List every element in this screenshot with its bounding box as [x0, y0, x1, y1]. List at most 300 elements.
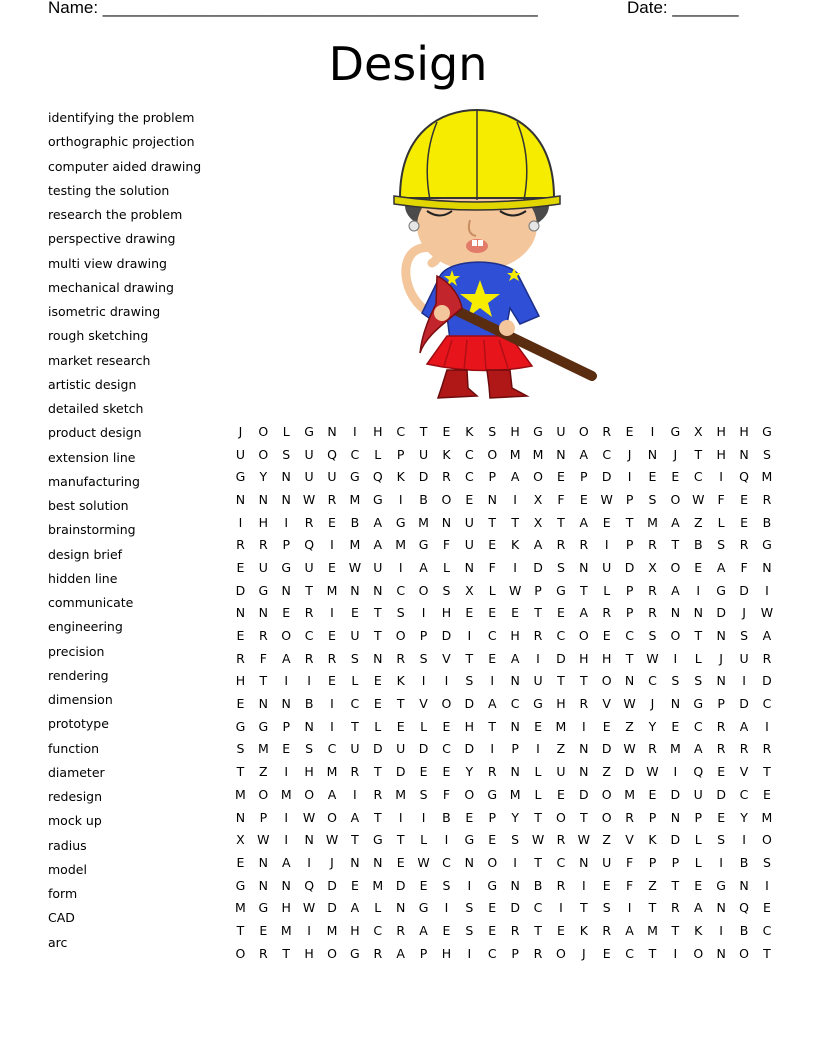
grid-letter: B [739, 854, 749, 870]
grid-letter: P [419, 945, 428, 961]
grid-letter: I [421, 605, 426, 621]
grid-letter: N [510, 718, 520, 734]
word-list-item: extension line [48, 449, 136, 465]
word-list-item: CAD [48, 910, 75, 926]
grid-letter: D [670, 786, 681, 802]
grid-letter: M [761, 469, 773, 485]
grid-letter: A [716, 559, 726, 575]
grid-letter: V [419, 696, 428, 712]
grid-letter: N [235, 809, 246, 825]
word-list-item: identifying the problem [48, 110, 195, 125]
grid-letter: P [648, 809, 657, 825]
grid-letter: O [693, 945, 704, 961]
grid-letter: W [600, 491, 613, 507]
grid-letter: E [556, 469, 565, 485]
grid-letter: I [467, 628, 472, 644]
grid-letter: T [625, 514, 634, 530]
grid-letter: T [557, 673, 565, 689]
grid-letter: E [419, 764, 428, 780]
grid-letter: Z [259, 764, 268, 780]
grid-row [229, 488, 778, 511]
grid-letter: A [693, 900, 703, 916]
grid-letter: P [694, 809, 703, 825]
grid-letter: B [442, 809, 451, 825]
grid-letter: N [373, 650, 383, 666]
grid-letter: D [395, 764, 406, 780]
grid-letter: T [465, 650, 474, 666]
grid-letter: A [487, 696, 497, 712]
grid-letter: O [578, 423, 589, 439]
grid-letter: N [258, 491, 269, 507]
grid-letter: W [577, 832, 590, 848]
grid-letter: S [717, 537, 726, 553]
word-list-item: precision [48, 643, 105, 659]
grid-letter: I [238, 514, 243, 530]
grid-letter: T [579, 809, 588, 825]
grid-letter: S [602, 900, 611, 916]
grid-letter: N [487, 491, 497, 507]
grid-letter: E [694, 559, 703, 575]
grid-letter: W [302, 900, 316, 916]
grid-letter: E [236, 628, 245, 644]
grid-letter: G [693, 696, 704, 712]
grid-letter: O [601, 809, 612, 825]
grid-letter: H [716, 423, 726, 439]
grid-letter: S [671, 673, 680, 689]
grid-letter: C [304, 628, 314, 644]
grid-letter: I [490, 673, 495, 689]
grid-letter: H [441, 605, 452, 621]
grid-letter: P [671, 854, 680, 870]
grid-letter: H [304, 945, 314, 961]
grid-row [229, 420, 778, 443]
grid-letter: E [350, 605, 359, 621]
grid-letter: R [762, 741, 772, 757]
grid-letter: D [441, 628, 452, 644]
grid-letter: K [579, 922, 588, 938]
grid-letter: E [236, 854, 245, 870]
grid-letter: E [442, 922, 451, 938]
grid-letter: L [374, 446, 382, 462]
grid-letter: I [719, 854, 723, 870]
grid-letter: W [623, 741, 636, 757]
grid-letter: N [579, 741, 589, 757]
grid-letter: R [671, 900, 680, 916]
grid-letter: T [373, 764, 382, 780]
grid-letter: F [259, 650, 267, 666]
grid-letter: H [373, 423, 383, 439]
word-list-item: brainstorming [48, 522, 136, 538]
grid-letter: P [488, 469, 497, 485]
grid-letter: R [510, 922, 520, 938]
grid-letter: W [348, 559, 362, 575]
grid-letter: I [742, 832, 746, 848]
grid-letter: M [257, 741, 269, 757]
grid-letter: Y [259, 469, 268, 485]
grid-letter: N [304, 718, 314, 734]
grid-letter: X [533, 514, 543, 530]
grid-letter: C [739, 786, 749, 802]
grid-letter: M [326, 922, 338, 938]
word-list-item: diameter [48, 764, 105, 780]
grid-letter: B [419, 491, 428, 507]
grid-letter: I [673, 945, 678, 961]
grid-letter: G [762, 537, 772, 553]
grid-letter: A [739, 718, 749, 734]
grid-letter: E [556, 922, 565, 938]
grid-row [229, 760, 778, 783]
grid-letter: E [373, 673, 382, 689]
grid-letter: G [258, 900, 269, 916]
grid-letter: O [441, 696, 452, 712]
grid-letter: C [556, 854, 566, 870]
grid-letter: I [742, 673, 746, 689]
grid-letter: E [236, 559, 245, 575]
grid-letter: M [280, 922, 292, 938]
grid-letter: J [627, 446, 632, 462]
grid-letter: N [716, 628, 726, 644]
grid-letter: H [739, 423, 749, 439]
grid-letter: A [373, 537, 383, 553]
grid-letter: J [581, 945, 586, 961]
grid-letter: C [510, 696, 520, 712]
grid-letter: I [444, 832, 449, 848]
word-list-item: function [48, 740, 100, 756]
grid-letter: T [282, 945, 291, 961]
grid-letter: I [330, 605, 334, 621]
word-list-item: artistic design [48, 376, 137, 392]
grid-letter: I [765, 877, 769, 893]
grid-letter: T [236, 764, 245, 780]
grid-letter: H [304, 764, 314, 780]
grid-letter: N [762, 559, 772, 575]
grid-letter: T [534, 809, 542, 825]
grid-letter: H [464, 718, 475, 734]
grid-letter: R [648, 741, 657, 757]
grid-letter: S [465, 673, 474, 689]
grid-letter: M [624, 786, 635, 802]
grid-letter: N [670, 605, 681, 621]
grid-letter: A [510, 650, 520, 666]
grid-letter: O [670, 491, 681, 507]
grid-letter: C [487, 628, 497, 644]
grid-letter: G [533, 423, 543, 439]
grid-letter: C [327, 741, 337, 757]
grid-letter: O [327, 945, 337, 961]
grid-letter: M [395, 786, 407, 802]
grid-letter: N [235, 491, 246, 507]
grid-letter: I [284, 809, 289, 825]
grid-letter: B [693, 537, 703, 553]
grid-letter: U [304, 446, 314, 462]
grid-letter: G [258, 718, 269, 734]
grid-letter: J [330, 854, 334, 870]
grid-letter: H [556, 696, 566, 712]
grid-letter: M [349, 537, 361, 553]
grid-letter: Z [556, 741, 566, 757]
grid-letter: T [534, 854, 542, 870]
grid-letter: C [350, 446, 360, 462]
grid-letter: D [372, 741, 383, 757]
grid-letter: L [488, 582, 496, 598]
grid-letter: A [579, 446, 589, 462]
grid-letter: N [556, 446, 566, 462]
word-list-item: communicate [48, 595, 134, 610]
grid-letter: E [442, 718, 451, 734]
grid-row [229, 715, 778, 738]
grid-letter: N [327, 423, 337, 439]
grid-letter: U [373, 559, 383, 575]
grid-letter: G [235, 469, 246, 485]
grid-letter: S [282, 446, 291, 462]
grid-letter: A [327, 786, 337, 802]
word-list-item: perspective drawing [48, 231, 176, 247]
date-field-label: Date: _______ [627, 0, 739, 17]
grid-letter: I [307, 922, 311, 938]
grid-letter: I [467, 877, 472, 893]
grid-letter: U [418, 446, 429, 462]
grid-letter: R [373, 945, 383, 961]
grid-letter: W [508, 582, 522, 598]
grid-letter: P [625, 537, 634, 553]
grid-letter: D [395, 877, 406, 893]
grid-letter: E [465, 809, 474, 825]
grid-letter: I [444, 673, 449, 689]
grid-row [229, 670, 778, 693]
grid-letter: O [464, 786, 475, 802]
grid-letter: O [327, 809, 337, 825]
grid-letter: N [579, 764, 589, 780]
grid-letter: M [349, 491, 361, 507]
grid-row [229, 692, 778, 715]
grid-letter: N [579, 854, 589, 870]
grid-letter: A [281, 854, 291, 870]
word-list-item: prototype [48, 716, 109, 732]
grid-letter: K [442, 446, 451, 462]
word-list-item: arc [48, 934, 68, 950]
grid-letter: T [763, 945, 771, 961]
word-list-item: computer aided drawing [48, 158, 202, 174]
grid-letter: S [442, 877, 451, 893]
grid-letter: D [327, 900, 337, 916]
grid-letter: O [304, 786, 315, 802]
grid-letter: U [464, 537, 474, 553]
grid-letter: C [464, 446, 474, 462]
grid-letter: E [602, 718, 611, 734]
grid-letter: E [717, 764, 726, 780]
grid-letter: Q [739, 900, 749, 916]
grid-letter: R [602, 423, 612, 439]
grid-letter: T [579, 673, 588, 689]
grid-letter: C [373, 922, 383, 938]
grid-letter: U [556, 764, 566, 780]
grid-letter: X [693, 423, 703, 439]
grid-letter: K [511, 537, 520, 553]
grid-letter: T [557, 514, 565, 530]
grid-letter: H [579, 650, 589, 666]
grid-letter: Q [304, 537, 315, 553]
grid-letter: D [716, 605, 726, 621]
grid-letter: U [304, 559, 314, 575]
grid-row [229, 579, 778, 602]
grid-letter: I [444, 900, 449, 916]
grid-letter: I [513, 491, 517, 507]
grid-letter: S [236, 741, 245, 757]
grid-letter: W [257, 832, 270, 848]
grid-letter: E [373, 696, 382, 712]
grid-letter: P [648, 854, 657, 870]
grid-letter: W [692, 491, 705, 507]
grid-letter: T [671, 537, 680, 553]
grid-letter: U [602, 559, 612, 575]
word-list-item: product design [48, 425, 142, 441]
grid-letter: E [648, 786, 657, 802]
grid-row [229, 443, 778, 466]
grid-letter: E [282, 741, 291, 757]
grid-letter: S [465, 900, 474, 916]
grid-letter: O [670, 559, 681, 575]
grid-letter: E [282, 605, 291, 621]
grid-letter: D [739, 582, 749, 598]
grid-letter: A [373, 514, 383, 530]
grid-letter: D [533, 559, 543, 575]
grid-letter: F [557, 491, 565, 507]
grid-letter: R [556, 832, 566, 848]
grid-letter: L [717, 514, 725, 530]
grid-letter: P [625, 491, 634, 507]
grid-letter: J [742, 605, 746, 621]
grid-letter: M [647, 514, 658, 530]
grid-letter: W [302, 809, 316, 825]
grid-letter: T [351, 718, 359, 734]
grid-letter: E [259, 922, 268, 938]
grid-letter: S [488, 423, 497, 439]
grid-letter: R [533, 628, 543, 644]
grid-letter: R [373, 786, 383, 802]
grid-letter: O [762, 832, 772, 848]
grid-letter: N [258, 877, 269, 893]
grid-letter: W [646, 764, 659, 780]
grid-row [229, 828, 778, 851]
grid-letter: T [488, 718, 497, 734]
grid-letter: R [602, 605, 612, 621]
grid-letter: C [533, 900, 543, 916]
grid-letter: S [694, 673, 703, 689]
grid-letter: D [418, 469, 429, 485]
grid-letter: R [762, 491, 772, 507]
grid-letter: G [235, 718, 246, 734]
grid-letter: H [601, 650, 612, 666]
grid-letter: F [717, 491, 725, 507]
grid-letter: A [671, 582, 680, 598]
grid-letter: I [719, 469, 723, 485]
grid-letter: C [487, 945, 497, 961]
grid-letter: G [235, 877, 246, 893]
grid-letter: T [579, 900, 588, 916]
worker-illustration [392, 108, 606, 404]
grid-letter: T [694, 446, 703, 462]
grid-row [229, 511, 778, 534]
grid-letter: W [760, 605, 774, 621]
grid-letter: E [717, 809, 726, 825]
grid-letter: N [281, 469, 291, 485]
grid-letter: T [648, 945, 657, 961]
grid-letter: S [762, 854, 771, 870]
grid-letter: G [418, 537, 429, 553]
grid-letter: A [625, 922, 634, 938]
grid-letter: P [282, 537, 290, 553]
grid-letter: X [465, 582, 474, 598]
grid-letter: G [372, 491, 383, 507]
grid-letter: T [373, 809, 382, 825]
grid-letter: A [350, 809, 360, 825]
grid-letter: G [372, 832, 383, 848]
grid-letter: H [510, 628, 520, 644]
grid-letter: T [671, 877, 680, 893]
grid-letter: E [419, 877, 428, 893]
grid-letter: G [281, 559, 292, 575]
grid-letter: M [761, 809, 773, 825]
grid-letter: W [417, 854, 430, 870]
grid-letter: I [719, 922, 723, 938]
grid-letter: O [601, 786, 612, 802]
grid-letter: D [601, 741, 612, 757]
grid-letter: V [739, 764, 749, 780]
grid-letter: T [259, 673, 268, 689]
grid-letter: T [511, 514, 519, 530]
grid-letter: I [467, 945, 472, 961]
grid-letter: O [670, 628, 681, 644]
grid-letter: C [350, 696, 360, 712]
word-list-item: mechanical drawing [48, 279, 174, 295]
grid-letter: U [739, 650, 749, 666]
grid-letter: Z [602, 832, 611, 848]
grid-letter: R [556, 877, 566, 893]
grid-letter: R [602, 922, 612, 938]
grid-row [229, 896, 778, 919]
grid-letter: Q [372, 469, 383, 485]
right-boot [487, 370, 527, 398]
grid-letter: M [509, 446, 521, 462]
grid-letter: P [717, 696, 725, 712]
grid-letter: N [647, 446, 658, 462]
grid-letter: I [421, 809, 426, 825]
grid-letter: I [284, 764, 289, 780]
grid-letter: G [487, 877, 498, 893]
grid-letter: R [304, 605, 314, 621]
grid-letter: S [396, 605, 405, 621]
grid-letter: F [442, 786, 451, 802]
grid-letter: O [281, 628, 292, 644]
grid-letter: M [532, 446, 544, 462]
grid-letter: I [284, 832, 289, 848]
grid-letter: L [351, 673, 359, 689]
grid-letter: R [579, 696, 589, 712]
grid-letter: Z [625, 718, 634, 734]
grid-letter: L [534, 764, 542, 780]
grid-letter: I [398, 559, 403, 575]
word-list-item: testing the solution [48, 182, 170, 198]
word-list-item: model [48, 861, 87, 877]
grid-letter: R [648, 605, 657, 621]
grid-row [229, 647, 778, 670]
grid-letter: A [510, 469, 520, 485]
grid-letter: I [673, 650, 678, 666]
grid-letter: R [533, 945, 543, 961]
right-earring [529, 221, 539, 231]
grid-letter: Z [602, 764, 611, 780]
grid-letter: R [716, 741, 726, 757]
